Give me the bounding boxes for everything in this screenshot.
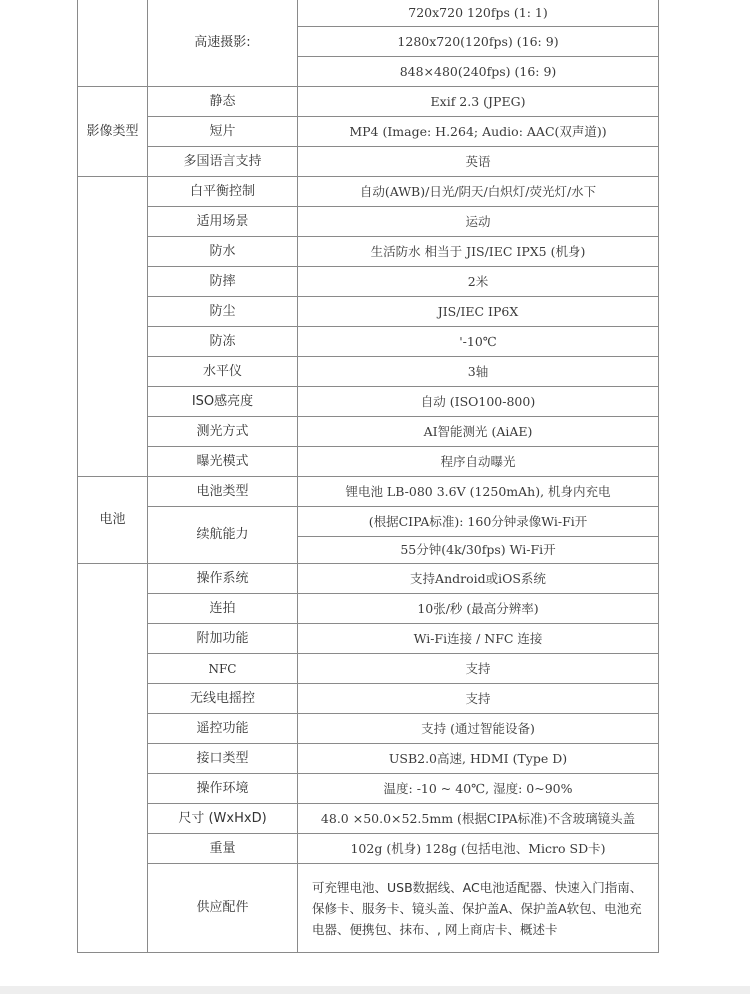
attr-freezeproof: 防冻 (148, 327, 298, 357)
attr-nfc: NFC (148, 654, 298, 684)
value-cell: 3轴 (298, 357, 659, 387)
value-cell: 温度: -10 ~ 40℃, 湿度: 0~90% (298, 774, 659, 804)
table-row (78, 564, 659, 594)
attr-environment: 操作环境 (148, 774, 298, 804)
table-row (78, 87, 659, 117)
table-row (78, 594, 659, 624)
value-cell: Exif 2.3 (JPEG) (298, 87, 659, 117)
value-cell: USB2.0高速, HDMI (Type D) (298, 744, 659, 774)
table-row (78, 267, 659, 297)
attr-battery-type: 电池类型 (148, 477, 298, 507)
category-battery: 电池 (78, 477, 148, 564)
attr-burst: 连拍 (148, 594, 298, 624)
value-cell: 支持Android或iOS系统 (298, 564, 659, 594)
attr-dimensions: 尺寸 (WxHxD) (148, 804, 298, 834)
attr-os: 操作系统 (148, 564, 298, 594)
attr-waterproof: 防水 (148, 237, 298, 267)
category-cell (78, 177, 148, 477)
attr-wireless-remote: 无线电摇控 (148, 684, 298, 714)
table-row (78, 177, 659, 207)
table-row (78, 447, 659, 477)
value-cell: 自动(AWB)/日光/阴天/白炽灯/荧光灯/水下 (298, 177, 659, 207)
attr-dustproof: 防尘 (148, 297, 298, 327)
table-row (78, 297, 659, 327)
attr-shockproof: 防摔 (148, 267, 298, 297)
value-cell: 英语 (298, 147, 659, 177)
value-cell: 程序自动曝光 (298, 447, 659, 477)
category-cell (78, 564, 148, 953)
table-row (78, 624, 659, 654)
spec-table (77, 0, 659, 953)
value-cell: 可充锂电池、USB数据线、AC电池适配器、快速入门指南、保修卡、服务卡、镜头盖、保护盖A、保护盖A软包、电池充电器、便携包、抹布、, 网上商店卡、概述卡 (298, 864, 659, 953)
table-row (78, 117, 659, 147)
value-cell: 848×480(240fps) (16: 9) (298, 57, 659, 87)
attr-extra-functions: 附加功能 (148, 624, 298, 654)
table-row (78, 357, 659, 387)
value-cell: MP4 (Image: H.264; Audio: AAC(双声道)) (298, 117, 659, 147)
attr-language: 多国语言支持 (148, 147, 298, 177)
attr-scene: 适用场景 (148, 207, 298, 237)
value-cell: Wi-Fi连接 / NFC 连接 (298, 624, 659, 654)
value-cell: 生活防水 相当于 JIS/IEC IPX5 (机身) (298, 237, 659, 267)
table-row (78, 387, 659, 417)
table-row (78, 147, 659, 177)
attr-high-speed: 高速摄影: (148, 0, 298, 87)
attr-exposure: 曝光模式 (148, 447, 298, 477)
table-row (78, 507, 659, 537)
attr-weight: 重量 (148, 834, 298, 864)
value-cell: 运动 (298, 207, 659, 237)
attr-level: 水平仪 (148, 357, 298, 387)
table-row (78, 864, 659, 953)
value-cell: 720x720 120fps (1: 1) (298, 0, 659, 27)
attr-remote-control: 遥控功能 (148, 714, 298, 744)
attr-iso: ISO感亮度 (148, 387, 298, 417)
value-cell: 55分钟(4k/30fps) Wi-Fi开 (298, 537, 659, 564)
value-cell: 支持 (通过智能设备) (298, 714, 659, 744)
value-cell: 支持 (298, 654, 659, 684)
value-cell: 10张/秒 (最高分辨率) (298, 594, 659, 624)
attr-accessories: 供应配件 (148, 864, 298, 953)
attr-white-balance: 白平衡控制 (148, 177, 298, 207)
value-cell: JIS/IEC IP6X (298, 297, 659, 327)
attr-interface: 接口类型 (148, 744, 298, 774)
table-row (78, 804, 659, 834)
value-cell: 支持 (298, 684, 659, 714)
table-row (78, 0, 659, 27)
value-cell: 102g (机身) 128g (包括电池、Micro SD卡) (298, 834, 659, 864)
table-row (78, 744, 659, 774)
table-row (78, 477, 659, 507)
value-cell: 48.0 ×50.0×52.5mm (根据CIPA标准)不含玻璃镜头盖 (298, 804, 659, 834)
table-row (78, 684, 659, 714)
attr-metering: 测光方式 (148, 417, 298, 447)
category-image-type: 影像类型 (78, 87, 148, 177)
value-cell: 2米 (298, 267, 659, 297)
value-cell: 锂电池 LB-080 3.6V (1250mAh), 机身内充电 (298, 477, 659, 507)
table-row (78, 207, 659, 237)
attr-movie: 短片 (148, 117, 298, 147)
attr-battery-life: 续航能力 (148, 507, 298, 564)
attr-still: 静态 (148, 87, 298, 117)
table-row (78, 327, 659, 357)
table-row (78, 714, 659, 744)
category-cell (78, 0, 148, 87)
value-cell: 自动 (ISO100-800) (298, 387, 659, 417)
table-row (78, 417, 659, 447)
table-row (78, 774, 659, 804)
value-cell: (根据CIPA标准): 160分钟录像Wi-Fi开 (298, 507, 659, 537)
table-row (78, 237, 659, 267)
value-cell: AI智能测光 (AiAE) (298, 417, 659, 447)
table-row (78, 834, 659, 864)
value-cell: '-10℃ (298, 327, 659, 357)
page-bottom-divider (0, 986, 750, 994)
table-row (78, 654, 659, 684)
value-cell: 1280x720(120fps) (16: 9) (298, 27, 659, 57)
